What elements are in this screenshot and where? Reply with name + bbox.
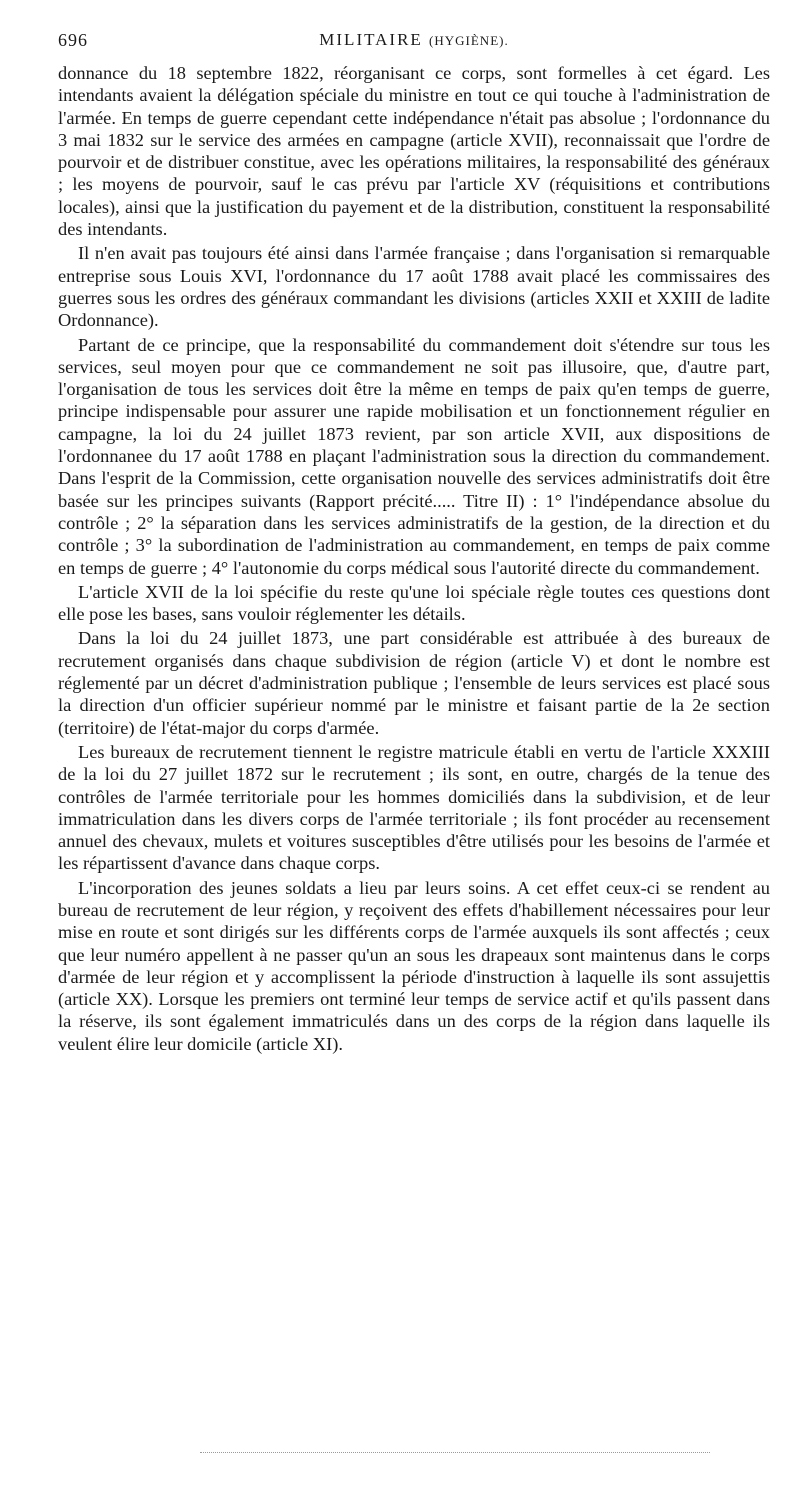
footer-dotted-rule [200, 1452, 710, 1453]
paragraph: L'incorporation des jeunes soldats a lieu par leurs soins. A cet effet ceux-ci se rendent au bureau de recrutement de leur région, y reçoivent des effets d'habillement nécessaires pour leur mise en route et sont dirigés sur les différents corps de l'armée auxquels ils sont affectés ; ceux que leur numéro appellent à ne passer qu'un an sous les drapeaux sont maintenus dans le corps d'armée de leur région et y accomplissent la période d'instruction à laquelle ils sont assujettis (article XX). Lorsque les premiers ont terminé leur temps de service actif et qu'ils passent dans la réserve, ils sont également immatriculés dans un des corps de la région dans laquelle ils veulent élire leur domicile (article XI). [58, 877, 770, 1054]
paragraph: Les bureaux de recrutement tiennent le registre matricule établi en vertu de l'article XXXIII de la loi du 27 juillet 1872 sur le recrutement ; ils sont, en outre, chargés de la tenue des contrôles de l'armée territoriale pour les hommes domiciliés dans la subdivision, et de leur immatriculation dans les divers corps de l'armée territoriale ; ils font procéder au recensement annuel des chevaux, mulets et voitures susceptibles d'être utilisés pour les besoins de l'armée et les répartissent d'avance dans chaque corps. [58, 741, 770, 874]
paragraph: Partant de ce principe, que la responsabilité du commandement doit s'étendre sur tous les services, seul moyen pour que ce commandement ne soit pas illusoire, que, d'autre part, l'organisation de tous les services doit être la même en temps de paix qu'en temps de guerre, principe indispensable pour assurer une rapide mobilisation et un fonctionnement régulier en campagne, la loi du 24 juillet 1873 revient, par son article XVII, aux dispositions de l'ordonnanee du 17 août 1788 en plaçant l'administration sous la direction du commandement. Dans l'esprit de la Commission, cette organisation nouvelle des services administratifs doit être basée sur les principes suivants (Rapport précité..... Titre II) : 1° l'indépendance absolue du contrôle ; 2° la séparation dans les services administratifs de la gestion, de la direction et du contrôle ; 3° la subordination de l'administration au commandement, en temps de paix comme en temps de guerre ; 4° l'autonomie du corps médical sous l'autorité directe du commandement. [58, 334, 770, 578]
paragraph: Dans la loi du 24 juillet 1873, une part considérable est attribuée à des bureaux de recrutement organisés dans chaque subdivision de région (article V) et dont le nombre est réglementé par un décret d'administration publique ; l'ensemble de leurs services est placé sous la direction d'un officier supérieur nommé par le ministre et faisant partie de la 2e section (territoire) de l'état-major du corps d'armée. [58, 628, 770, 738]
page-number: 696 [58, 30, 88, 50]
running-title-main: MILITAIRE [319, 30, 423, 49]
paragraph: Il n'en avait pas toujours été ainsi dans l'armée française ; dans l'organisation si remarquable entreprise sous Louis XVI, l'ordonnance du 17 août 1788 avait placé les commissaires des guerres sous les ordres des généraux commandant les divisions (articles XXII et XXIII de ladite Ordonnance). [58, 243, 770, 331]
paragraph: donnance du 18 septembre 1822, réorganisant ce corps, sont formelles à cet égard. Les intendants avaient la délégation spéciale du ministre en tout ce qui touche à l'administration de l'armée. En temps de guerre cependant cette indépendance n'était pas absolue ; l'ordonnance du 3 mai 1832 sur le service des armées en campagne (article XVII), reconnaissait que l'ordre de pourvoir et de distribuer constitue, avec les opérations militaires, la responsabilité des généraux ; les moyens de pourvoir, sauf le cas prévu par l'article XV (réquisitions et contributions locales), ainsi que la justification du payement et de la distribution, constituent la responsabilité des intendants. [58, 63, 770, 240]
body-text [58, 62, 770, 1055]
running-title-sub: (HYGIÈNE). [429, 33, 509, 48]
running-title [58, 30, 770, 50]
paragraph: L'article XVII de la loi spécifie du reste qu'une loi spéciale règle toutes ces questions dont elle pose les bases, sans vouloir réglementer les détails. [58, 581, 770, 625]
page [58, 28, 770, 1055]
running-header [58, 28, 770, 62]
